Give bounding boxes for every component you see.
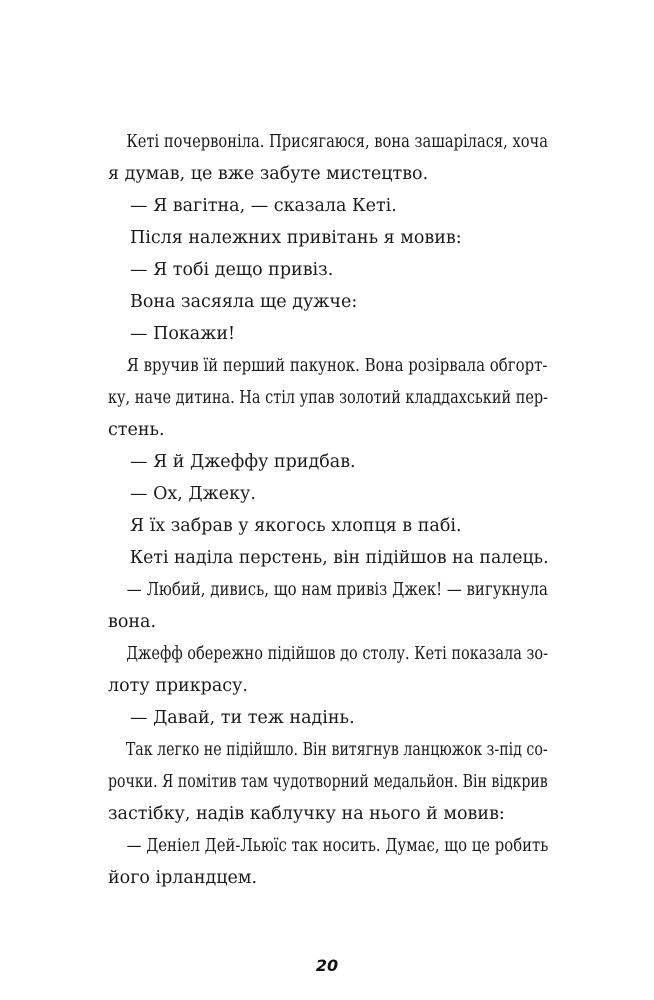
text-line: рочки. Я помітив там чудотворний медальйон. Він відкрив xyxy=(108,772,548,792)
dialogue-line xyxy=(108,446,356,478)
dialogue-line xyxy=(108,574,548,606)
dialogue-line xyxy=(108,702,355,734)
paragraph xyxy=(108,222,462,254)
dialogue-line xyxy=(108,478,256,510)
paragraph xyxy=(108,350,547,382)
text-line: — Деніел Дей-Льюїс так носить. Думає, що це робить xyxy=(126,836,549,856)
dialogue-line xyxy=(108,254,333,286)
paragraph-continuation xyxy=(108,862,257,894)
text-line: Так легко не підійшло. Він витягнув ланцюжок з-під со- xyxy=(125,740,548,760)
text-line: — Покажи! xyxy=(130,324,236,344)
text-line: Вона засяяла ще дужче: xyxy=(130,292,358,312)
text-line: Я вручив їй перший пакунок. Вона розірвала обгорт- xyxy=(126,356,548,376)
text-line: лоту прикрасу. xyxy=(108,676,248,696)
text-line: Кеті наділа перстень, він підійшов на палець. xyxy=(129,548,549,568)
paragraph-continuation xyxy=(108,414,165,446)
paragraph-continuation xyxy=(108,798,505,830)
paragraph xyxy=(108,126,548,158)
paragraph xyxy=(108,286,357,318)
paragraph-continuation xyxy=(108,766,548,798)
dialogue-line xyxy=(108,190,397,222)
text-line: Після належних привітань я мовив: xyxy=(130,228,462,248)
text-line: його ірландцем. xyxy=(108,868,258,888)
paragraph xyxy=(108,542,549,574)
text-line: — Давай, ти теж надінь. xyxy=(130,708,355,728)
text-line: вона. xyxy=(108,612,157,632)
text-line: ку, наче дитина. На стіл упав золотий кладдахський пер- xyxy=(108,388,549,408)
paragraph-continuation xyxy=(108,606,156,638)
text-line: Кеті почервоніла. Присягаюся, вона зашарілася, хоча xyxy=(126,132,548,152)
text-line: застібку, надів каблучку на нього й мовив: xyxy=(108,804,505,824)
text-line: — Ох, Джеку. xyxy=(130,484,256,504)
text-line: стень. xyxy=(108,420,165,440)
text-line: Я їх забрав у якогось хлопця в пабі. xyxy=(130,516,462,536)
page-number: 20 xyxy=(315,956,339,975)
text-line: Джефф обережно підійшов до столу. Кеті показала зо- xyxy=(126,644,549,664)
dialogue-line xyxy=(108,318,235,350)
paragraph-continuation xyxy=(108,158,428,190)
text-line: — Я вагітна, — сказала Кеті. xyxy=(130,196,397,216)
text-line: — Любий, дивись, що нам привіз Джек! — вигукнула xyxy=(126,580,548,600)
dialogue-line xyxy=(108,830,548,862)
text-line: — Я тобі дещо привіз. xyxy=(130,260,334,280)
paragraph xyxy=(108,734,548,766)
paragraph xyxy=(108,510,462,542)
text-line: я думав, це вже забуте мистецтво. xyxy=(108,164,429,184)
paragraph-continuation xyxy=(108,382,548,414)
paragraph xyxy=(108,638,548,670)
text-line: — Я й Джеффу придбав. xyxy=(130,452,356,472)
paragraph-continuation xyxy=(108,670,248,702)
